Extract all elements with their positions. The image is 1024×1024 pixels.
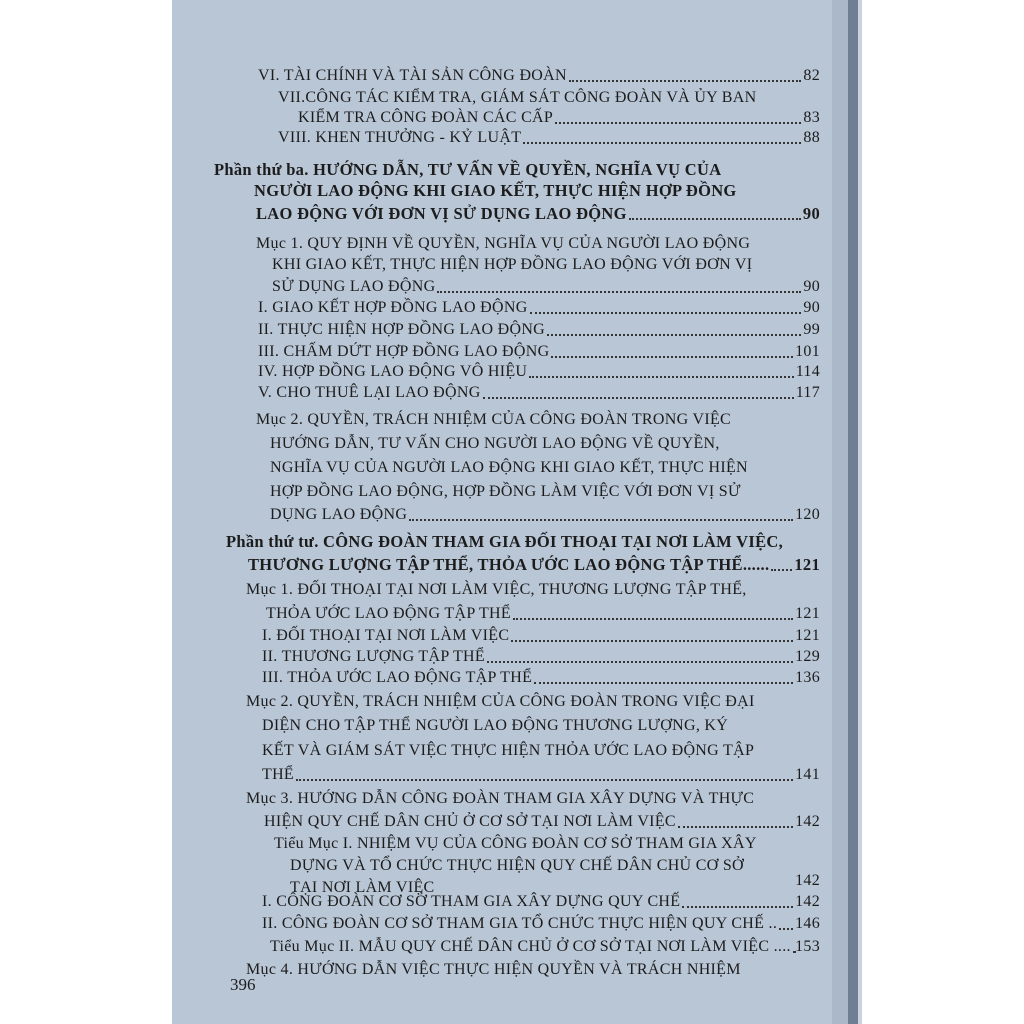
toc-entry-title: Mục 3. HƯỚNG DẪN CÔNG ĐOÀN THAM GIA XÂY DỰNG VÀ THỰC: [246, 790, 755, 807]
toc-leader-dots: [437, 291, 801, 293]
toc-entry-title: II. THỰC HIỆN HỢP ĐỒNG LAO ĐỘNG: [258, 321, 546, 338]
toc-entry-title: HỢP ĐỒNG LAO ĐỘNG, HỢP ĐỒNG LÀM VIỆC VỚI ĐƠN VỊ SỬ: [270, 483, 741, 500]
toc-entry-title: I. ĐỐI THOẠI TẠI NƠI LÀM VIỆC: [262, 627, 510, 644]
toc-entry-title: HƯỚNG DẪN, TƯ VẤN CHO NGƯỜI LAO ĐỘNG VỀ QUYỀN,: [270, 435, 720, 452]
toc-entry: [258, 342, 820, 362]
toc-entry-page: 90: [803, 278, 820, 295]
toc-entry-page: 121: [794, 555, 820, 574]
toc-entry-page: 90: [803, 299, 820, 316]
toc-entry: [262, 914, 820, 934]
toc-entry-page: 146: [795, 915, 820, 932]
toc-entry-page: 121: [795, 605, 820, 622]
toc-entry: [262, 626, 820, 646]
page-edge: [832, 0, 848, 1024]
toc-entry-title: Mục 4. HƯỚNG DẪN VIỆC THỰC HIỆN QUYỀN VÀ TRÁCH NHIỆM: [246, 961, 741, 978]
toc-entry: [272, 277, 820, 297]
toc-entry-page: 99: [803, 321, 820, 338]
toc-leader-dots: [555, 122, 801, 124]
toc-leader-dots: [487, 661, 793, 663]
toc-entry-page: 141: [795, 766, 820, 783]
toc-entry: [214, 160, 820, 180]
toc-entry-title: I. CÔNG ĐOÀN CƠ SỞ THAM GIA XÂY DỰNG QUY CHẾ: [262, 893, 681, 910]
toc-leader-dots: [511, 640, 793, 642]
toc-entry: [254, 181, 820, 201]
toc-entry-title: THƯƠNG LƯỢNG TẬP THỂ, THỎA ƯỚC LAO ĐỘNG TẬP THỂ......: [248, 555, 770, 574]
toc-entry: [258, 320, 820, 340]
toc-entry-title: V. CHO THUÊ LẠI LAO ĐỘNG: [258, 384, 481, 401]
toc-entry: [246, 580, 820, 600]
toc-entry: [270, 937, 820, 957]
toc-entry-title: Tiểu Mục I. NHIỆM VỤ CỦA CÔNG ĐOÀN CƠ SỞ THAM GIA XÂY: [274, 835, 757, 852]
toc-entry: [298, 108, 820, 128]
toc-leader-dots: [483, 397, 794, 399]
toc-entry: [262, 716, 820, 736]
toc-entry-title: DỤNG LAO ĐỘNG: [270, 506, 408, 523]
toc-entry: [258, 298, 820, 318]
toc-entry-title: Mục 2. QUYỀN, TRÁCH NHIỆM CỦA CÔNG ĐOÀN TRONG VIỆC: [256, 411, 732, 428]
toc-entry: [262, 668, 820, 688]
toc-entry-page: 136: [795, 669, 820, 686]
toc-entry-title: TẠI NƠI LÀM VIỆC: [290, 879, 435, 896]
toc-entry-page: 117: [795, 384, 820, 401]
toc-entry-title: II. THƯƠNG LƯỢNG TẬP THỂ: [262, 648, 485, 665]
toc-entry: [278, 88, 820, 108]
toc-entry: [270, 505, 820, 525]
toc-entry: [270, 434, 820, 454]
toc-entry: [278, 128, 820, 148]
toc-entry-title: III. CHẤM DỨT HỢP ĐỒNG LAO ĐỘNG: [258, 343, 550, 360]
toc-entry: [272, 255, 820, 275]
page-number: 396: [230, 975, 256, 994]
toc-entry-title: HIỆN QUY CHẾ DÂN CHỦ Ở CƠ SỞ TẠI NƠI LÀM VIỆC: [264, 813, 676, 830]
toc-entry: [246, 789, 820, 809]
toc-entry-title: DIỆN CHO TẬP THỂ NGƯỜI LAO ĐỘNG THƯƠNG LƯỢNG, KÝ: [262, 717, 729, 734]
toc-entry-page: 142: [795, 893, 820, 910]
toc-entry-page: 101: [795, 343, 820, 360]
toc-entry-page: 142: [795, 813, 820, 830]
toc-entry-title: THỂ: [262, 766, 295, 783]
toc-leader-dots: [551, 356, 793, 358]
toc-entry: [262, 765, 820, 785]
toc-leader-dots: [296, 779, 793, 781]
toc-entry-page: 142: [795, 872, 820, 889]
toc-leader-dots: [629, 218, 801, 220]
toc-entry-page: 88: [803, 129, 820, 146]
toc-entry-page: 82: [803, 67, 820, 84]
toc-entry-title: IV. HỢP ĐỒNG LAO ĐỘNG VÔ HIỆU: [258, 363, 528, 380]
toc-entry-title: I. GIAO KẾT HỢP ĐỒNG LAO ĐỘNG: [258, 299, 528, 316]
toc-entry: [270, 482, 820, 502]
toc-entry-title: II. CÔNG ĐOÀN CƠ SỞ THAM GIA TỔ CHỨC THỰC HIỆN QUY CHẾ ..: [262, 915, 778, 932]
toc-entry: [256, 410, 820, 430]
toc-leader-dots: [529, 376, 793, 378]
toc-leader-dots: [569, 80, 802, 82]
toc-entry-title: Phần thứ tư. CÔNG ĐOÀN THAM GIA ĐỐI THOẠI TẠI NƠI LÀM VIỆC,: [226, 532, 784, 551]
toc-entry-title: Mục 1. QUY ĐỊNH VỀ QUYỀN, NGHĨA VỤ CỦA NGƯỜI LAO ĐỘNG: [256, 235, 751, 252]
toc-leader-dots: [771, 569, 792, 571]
toc-entry-title: Phần thứ ba. HƯỚNG DẪN, TƯ VẤN VỀ QUYỀN, NGHĨA VỤ CỦA: [214, 160, 722, 179]
toc-entry-title: KHI GIAO KẾT, THỰC HIỆN HỢP ĐỒNG LAO ĐỘNG VỚI ĐƠN VỊ: [272, 256, 753, 273]
toc-leader-dots: [523, 142, 801, 144]
toc-leader-dots: [678, 826, 793, 828]
toc-entry: [262, 741, 820, 761]
toc-entry: [274, 834, 820, 854]
toc-entry-page: 83: [803, 109, 820, 126]
toc-entry-title: VI. TÀI CHÍNH VÀ TÀI SẢN CÔNG ĐOÀN: [258, 67, 567, 84]
toc-entry: [258, 383, 820, 403]
toc-entry: [266, 604, 820, 624]
toc-entry-page: 129: [795, 648, 820, 665]
toc-leader-dots: [409, 519, 793, 521]
toc-entry: [246, 960, 820, 980]
toc-leader-dots: [682, 906, 793, 908]
toc-leader-dots: [779, 928, 793, 930]
toc-entry-page: 120: [795, 506, 820, 523]
toc-leader-dots: [534, 682, 793, 684]
toc-leader-dots: [513, 618, 793, 620]
toc-entry-title: SỬ DỤNG LAO ĐỘNG: [272, 278, 436, 295]
toc-entry-title: THỎA ƯỚC LAO ĐỘNG TẬP THỂ: [266, 605, 511, 622]
toc-entry: [270, 458, 820, 478]
toc-entry: [780, 871, 820, 891]
toc-entry-page: 114: [795, 363, 820, 380]
toc-leader-dots: [530, 312, 802, 314]
toc-entry-title: DỰNG VÀ TỔ CHỨC THỰC HIỆN QUY CHẾ DÂN CHỦ CƠ SỞ: [290, 857, 744, 874]
toc-entry: [226, 532, 820, 552]
toc-entry-title: Tiểu Mục II. MẪU QUY CHẾ DÂN CHỦ Ở CƠ SỞ TẠI NƠI LÀM VIỆC ....: [270, 938, 791, 955]
toc-entry-page: 153: [795, 938, 820, 955]
toc-entry: [262, 892, 820, 912]
toc-entry-title: Mục 2. QUYỀN, TRÁCH NHIỆM CỦA CÔNG ĐOÀN TRONG VIỆC ĐẠI: [246, 693, 755, 710]
toc-entry: [256, 204, 820, 224]
toc-entry-title: NGHĨA VỤ CỦA NGƯỜI LAO ĐỘNG KHI GIAO KẾT, THỰC HIỆN: [270, 459, 748, 476]
toc-entry-page: 121: [795, 627, 820, 644]
toc-entry: [258, 362, 820, 382]
toc-entry-title: NGƯỜI LAO ĐỘNG KHI GIAO KẾT, THỰC HIỆN HỢP ĐỒNG: [254, 181, 737, 200]
toc-entry: [290, 856, 820, 876]
toc-entry-title: III. THỎA ƯỚC LAO ĐỘNG TẬP THỂ: [262, 669, 533, 686]
toc-entry: [246, 692, 820, 712]
toc-entry: [264, 812, 820, 832]
toc-leader-dots: [547, 334, 801, 336]
book-cover-edge: [858, 0, 862, 1024]
toc-entry-page: 90: [802, 204, 820, 223]
toc-entry-title: KẾT VÀ GIÁM SÁT VIỆC THỰC HIỆN THỎA ƯỚC LAO ĐỘNG TẬP: [262, 742, 755, 759]
toc-entry: [248, 555, 820, 575]
toc-entry-title: LAO ĐỘNG VỚI ĐƠN VỊ SỬ DỤNG LAO ĐỘNG: [256, 204, 627, 223]
book-spine-shadow: [848, 0, 858, 1024]
toc-entry-title: VIII. KHEN THƯỞNG - KỶ LUẬT: [278, 129, 522, 146]
toc-entry: [262, 647, 820, 667]
toc-entry: [258, 66, 820, 86]
toc-entry-title: VII.CÔNG TÁC KIỂM TRA, GIÁM SÁT CÔNG ĐOÀN VÀ ỦY BAN: [278, 89, 757, 106]
toc-entry: [256, 234, 820, 254]
toc-entry-title: KIỂM TRA CÔNG ĐOÀN CÁC CẤP: [298, 109, 554, 126]
toc-entry-title: Mục 1. ĐỐI THOẠI TẠI NƠI LÀM VIỆC, THƯƠNG LƯỢNG TẬP THỂ,: [246, 581, 747, 598]
